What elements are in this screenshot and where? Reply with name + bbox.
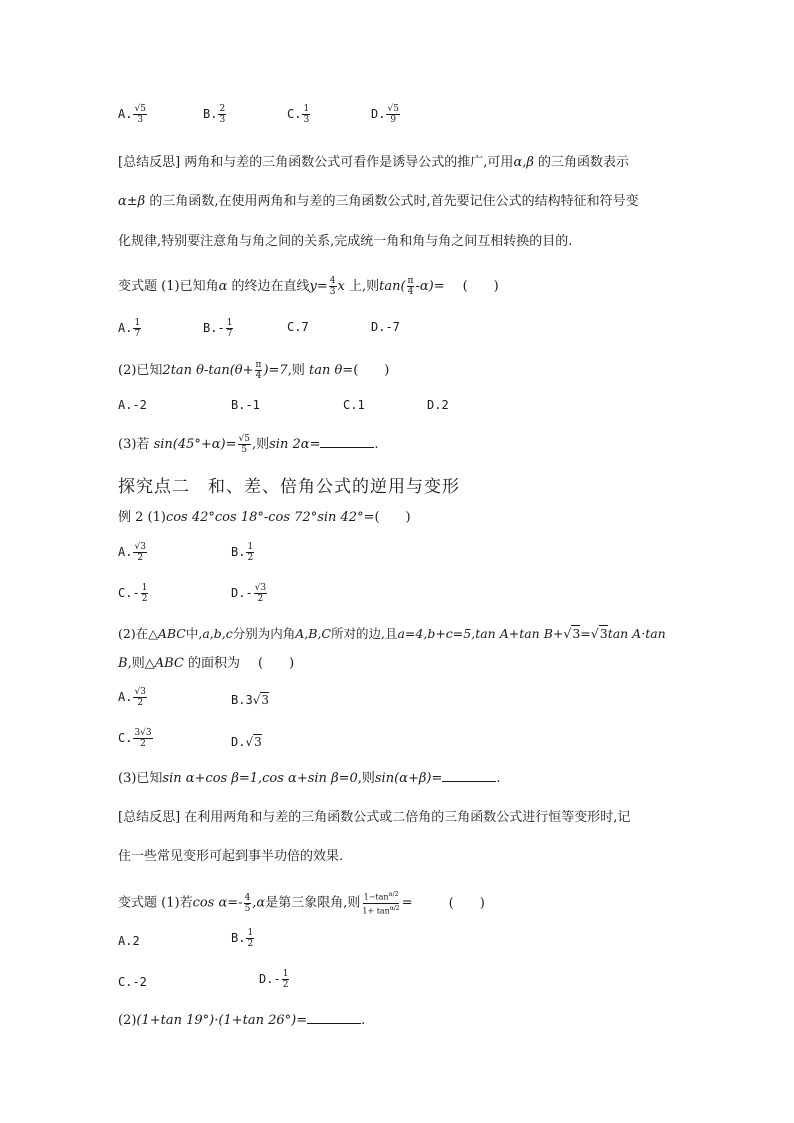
example-2-1-option-d: D.- $\frac{√3}{2}$ <box>231 583 267 604</box>
option-d: D. $\frac{√5}{9}$ <box>371 104 399 125</box>
variant-1-option-d: D.-7 <box>371 320 400 334</box>
example-2-2-option-d: D.√3 <box>231 735 262 749</box>
option-a: A. $\frac{√5}{3}$ <box>118 104 146 125</box>
summary-2-line-1: [总结反思] 在利用两角和与差的三角函数公式或二倍角的三角函数公式进行恒等变形时,记 <box>118 810 631 825</box>
example-2-part-2-line-2: B,则△ABC 的面积为 ( ) <box>118 656 295 671</box>
variant-2-option-b: B.-1 <box>231 398 260 412</box>
example-2-part-1: 例 2 (1)cos 42°cos 18°-cos 72°sin 42°=( ) <box>118 510 411 525</box>
variant-1-option-c: C.7 <box>287 320 309 334</box>
summary-1-line-1: [总结反思] 两角和与差的三角函数公式可看作是诱导公式的推广,可用α,β 的三角函数表示 <box>118 155 630 170</box>
variant-3-question: (3)若 sin(45°+α)= $\frac{√5}{5}$ ,则sin 2α= . <box>118 434 379 455</box>
example-2-part-3: (3)已知sin α+cos β=1,cos α+sin β=0,则sin(α+β)= . <box>118 771 501 786</box>
variant-4-question: 变式题 (1)若cos α=- $\frac{4}{5}$ ,α是第三象限角,则 $\frac{1-\tan^{\alpha/2}}{1+ \tan^{\alpha/2}}$ = ( ) <box>118 891 485 916</box>
variant-2-question: (2)已知2tan θ-tan(θ+ $\frac{\pi}{4}$ )=7,则 tan θ=( ) <box>118 360 390 381</box>
variant-4-option-d: D.- $\frac{1}{2}$ <box>259 969 289 990</box>
answer-blank <box>442 770 496 782</box>
variant-4-option-b: B. $\frac{1}{2}$ <box>231 928 254 949</box>
summary-2-line-2: 住一些常见变形可起到事半功倍的效果. <box>118 849 344 864</box>
answer-blank <box>307 1012 361 1024</box>
section-heading: 探究点二 和、差、倍角公式的逆用与变形 <box>118 477 460 497</box>
variant-1-option-a: A. $\frac{1}{7}$ <box>118 318 141 339</box>
variant-4-option-c: C.-2 <box>118 975 147 989</box>
example-2-1-option-b: B. $\frac{1}{2}$ <box>231 542 254 563</box>
variant-1-question: 变式题 (1)已知角α 的终边在直线y= $\frac{4}{3}$ x 上,则tan( $\frac{\pi}{4}$ -α)= ( ) <box>118 276 499 297</box>
example-2-2-option-a: A. $\frac{√3}{2}$ <box>118 687 146 708</box>
option-b: B. $\frac{2}{3}$ <box>203 104 226 125</box>
example-2-1-option-a: A. $\frac{√3}{2}$ <box>118 542 146 563</box>
example-2-2-option-b: B.3√3 <box>231 693 269 707</box>
variant-2-option-d: D.2 <box>427 398 449 412</box>
example-2-part-2-line-1: (2)在△ABC中,a,b,c分别为内角A,B,C所对的边,且a=4,b+c=5,tan A+tan B+√3=√3tan A·tan <box>118 626 666 641</box>
example-2-1-option-c: C.- $\frac{1}{2}$ <box>118 583 148 604</box>
variant-4-option-a: A.2 <box>118 934 140 948</box>
variant-4-part-2: (2)(1+tan 19°)·(1+tan 26°)= . <box>118 1013 366 1028</box>
summary-1-line-2: α±β 的三角函数,在使用两角和与差的三角函数公式时,首先要记住公式的结构特征和符号变 <box>118 194 639 209</box>
variant-1-option-b: B.- $\frac{1}{7}$ <box>203 318 233 339</box>
summary-1-line-3: 化规律,特别要注意角与角之间的关系,完成统一角和角与角之间互相转换的目的. <box>118 234 573 249</box>
variant-2-option-c: C.1 <box>343 398 365 412</box>
option-c: C. $\frac{1}{3}$ <box>287 104 310 125</box>
example-2-2-option-c: C. $\frac{3√3}{2}$ <box>118 728 152 749</box>
answer-blank <box>320 436 374 448</box>
variant-2-option-a: A.-2 <box>118 398 147 412</box>
